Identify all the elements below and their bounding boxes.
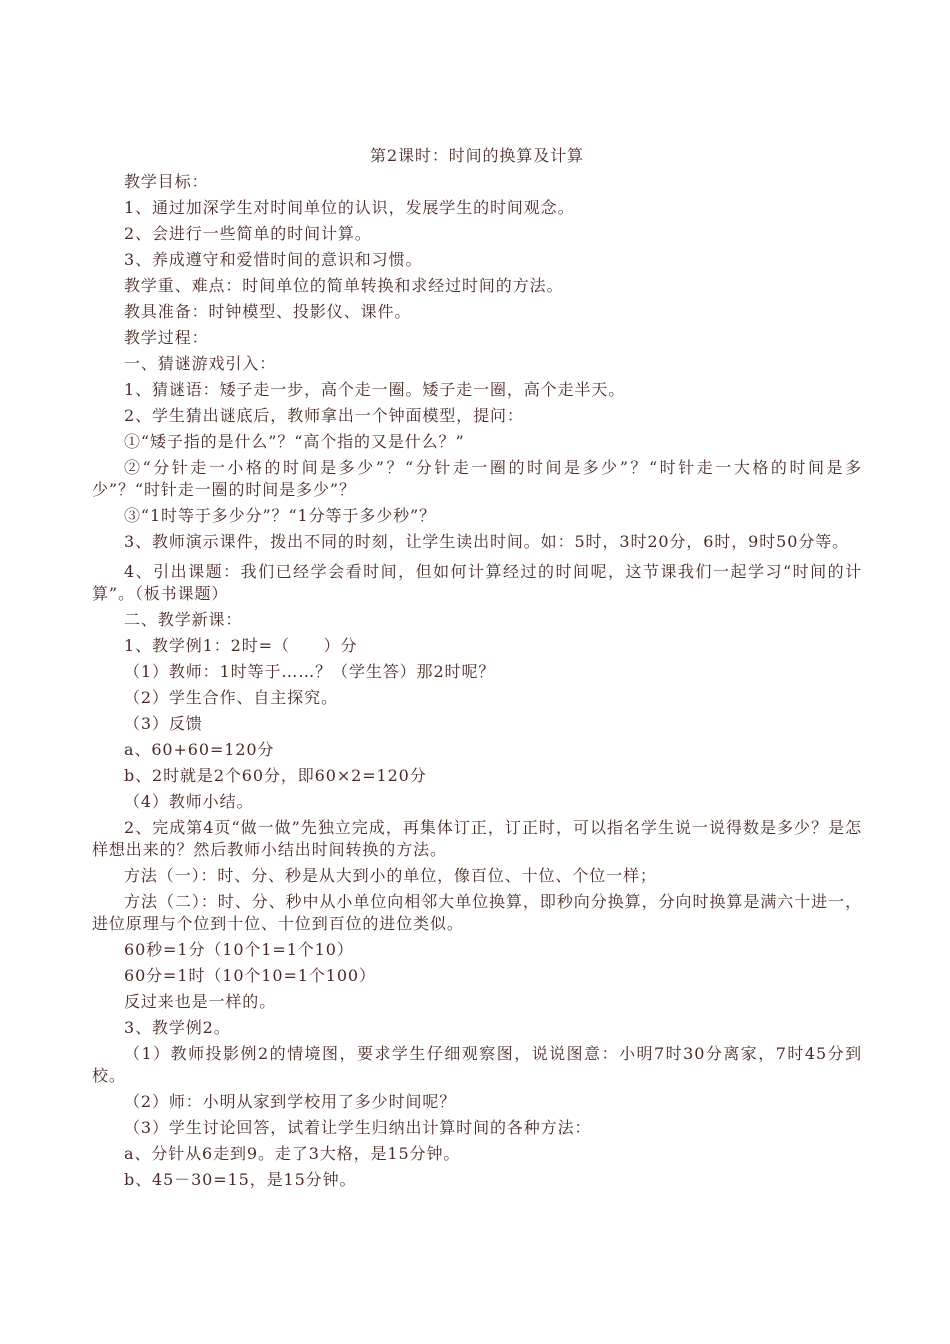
paragraph: 方法（一）：时、分、秒是从大到小的单位，像百位、十位、个位一样；: [124, 866, 657, 885]
paragraph: 3、养成遵守和爱惜时间的意识和习惯。: [124, 250, 423, 269]
paragraph: b、45－30=15，是15分钟。: [124, 1170, 357, 1189]
paragraph: 一、猜谜游戏引入：: [124, 354, 277, 373]
paragraph: （4）教师小结。: [124, 792, 254, 811]
paragraph: 1、教学例1：2时=（ ）分: [124, 636, 358, 655]
paragraph: 教学过程：: [124, 328, 209, 347]
paragraph: 教学目标：: [124, 172, 209, 191]
paragraph: ③“1时等于多少分”？“1分等于多少秒”？: [124, 506, 436, 525]
paragraph: ①“矮子指的是什么”？“高个指的又是什么？”: [124, 432, 465, 451]
paragraph: b、2时就是2个60分，即60×2=120分: [124, 766, 427, 785]
paragraph: ②“分针走一小格的时间是多少”？“分针走一圈的时间是多少”？“时针走一大格的时间是多少”？“时针走一圈的时间是多少”？: [92, 458, 862, 499]
paragraph: （1）教师投影例2的情境图，要求学生仔细观察图，说说图意：小明7时30分离家，7时45分到校。: [92, 1044, 862, 1085]
paragraph: a、60+60=120分: [124, 740, 275, 759]
paragraph: （2）师：小明从家到学校用了多少时间呢？: [124, 1092, 457, 1111]
document-body: [92, 143, 862, 1193]
paragraph: a、分针从6走到9。走了3大格，是15分钟。: [124, 1144, 461, 1163]
paragraph: （3）学生讨论回答，试着让学生归纳出计算时间的各种方法：: [124, 1118, 592, 1137]
paragraph: 4、引出课题：我们已经学会看时间，但如何计算经过的时间呢，这节课我们一起学习“时间的计算”。（板书课题）: [92, 562, 862, 603]
paragraph: （1）教师：1时等于……？（学生答）那2时呢？: [124, 662, 496, 681]
lesson-title: 第2课时：时间的换算及计算: [370, 146, 584, 165]
paragraph: 1、猜谜语：矮子走一步，高个走一圈。矮子走一圈，高个走半天。: [124, 380, 626, 399]
paragraph: 60秒=1分（10个1=1个10）: [124, 940, 354, 959]
paragraph: 2、完成第4页“做一做”先独立完成，再集体订正，订正时，可以指名学生说一说得数是多少？是怎样想出来的？然后教师小结出时间转换的方法。: [92, 818, 862, 859]
paragraph: 2、学生猜出谜底后，教师拿出一个钟面模型，提问：: [124, 406, 524, 425]
paragraph: 3、教学例2。: [124, 1018, 231, 1037]
paragraph: 60分=1时（10个10=1个100）: [124, 966, 376, 985]
paragraph: 教具准备：时钟模型、投影仪、课件。: [124, 302, 412, 321]
paragraph: 二、教学新课：: [124, 610, 243, 629]
paragraph: （2）学生合作、自主探究。: [124, 688, 338, 707]
paragraph: 教学重、难点：时间单位的简单转换和求经过时间的方法。: [124, 276, 564, 295]
paragraph: 3、教师演示课件，拨出不同的时刻，让学生读出时间。如：5时，3时20分，6时，9时50分等。: [124, 532, 850, 551]
paragraph: 反过来也是一样的。: [124, 992, 277, 1011]
paragraph: （3）反馈: [124, 714, 203, 733]
paragraph: 2、会进行一些简单的时间计算。: [124, 224, 372, 243]
paragraph: 1、通过加深学生对时间单位的认识，发展学生的时间观念。: [124, 198, 575, 217]
paragraph: 方法（二）：时、分、秒中从小单位向相邻大单位换算，即秒向分换算，分向时换算是满六十进一，进位原理与个位到十位、十位到百位的进位类似。: [92, 892, 862, 933]
